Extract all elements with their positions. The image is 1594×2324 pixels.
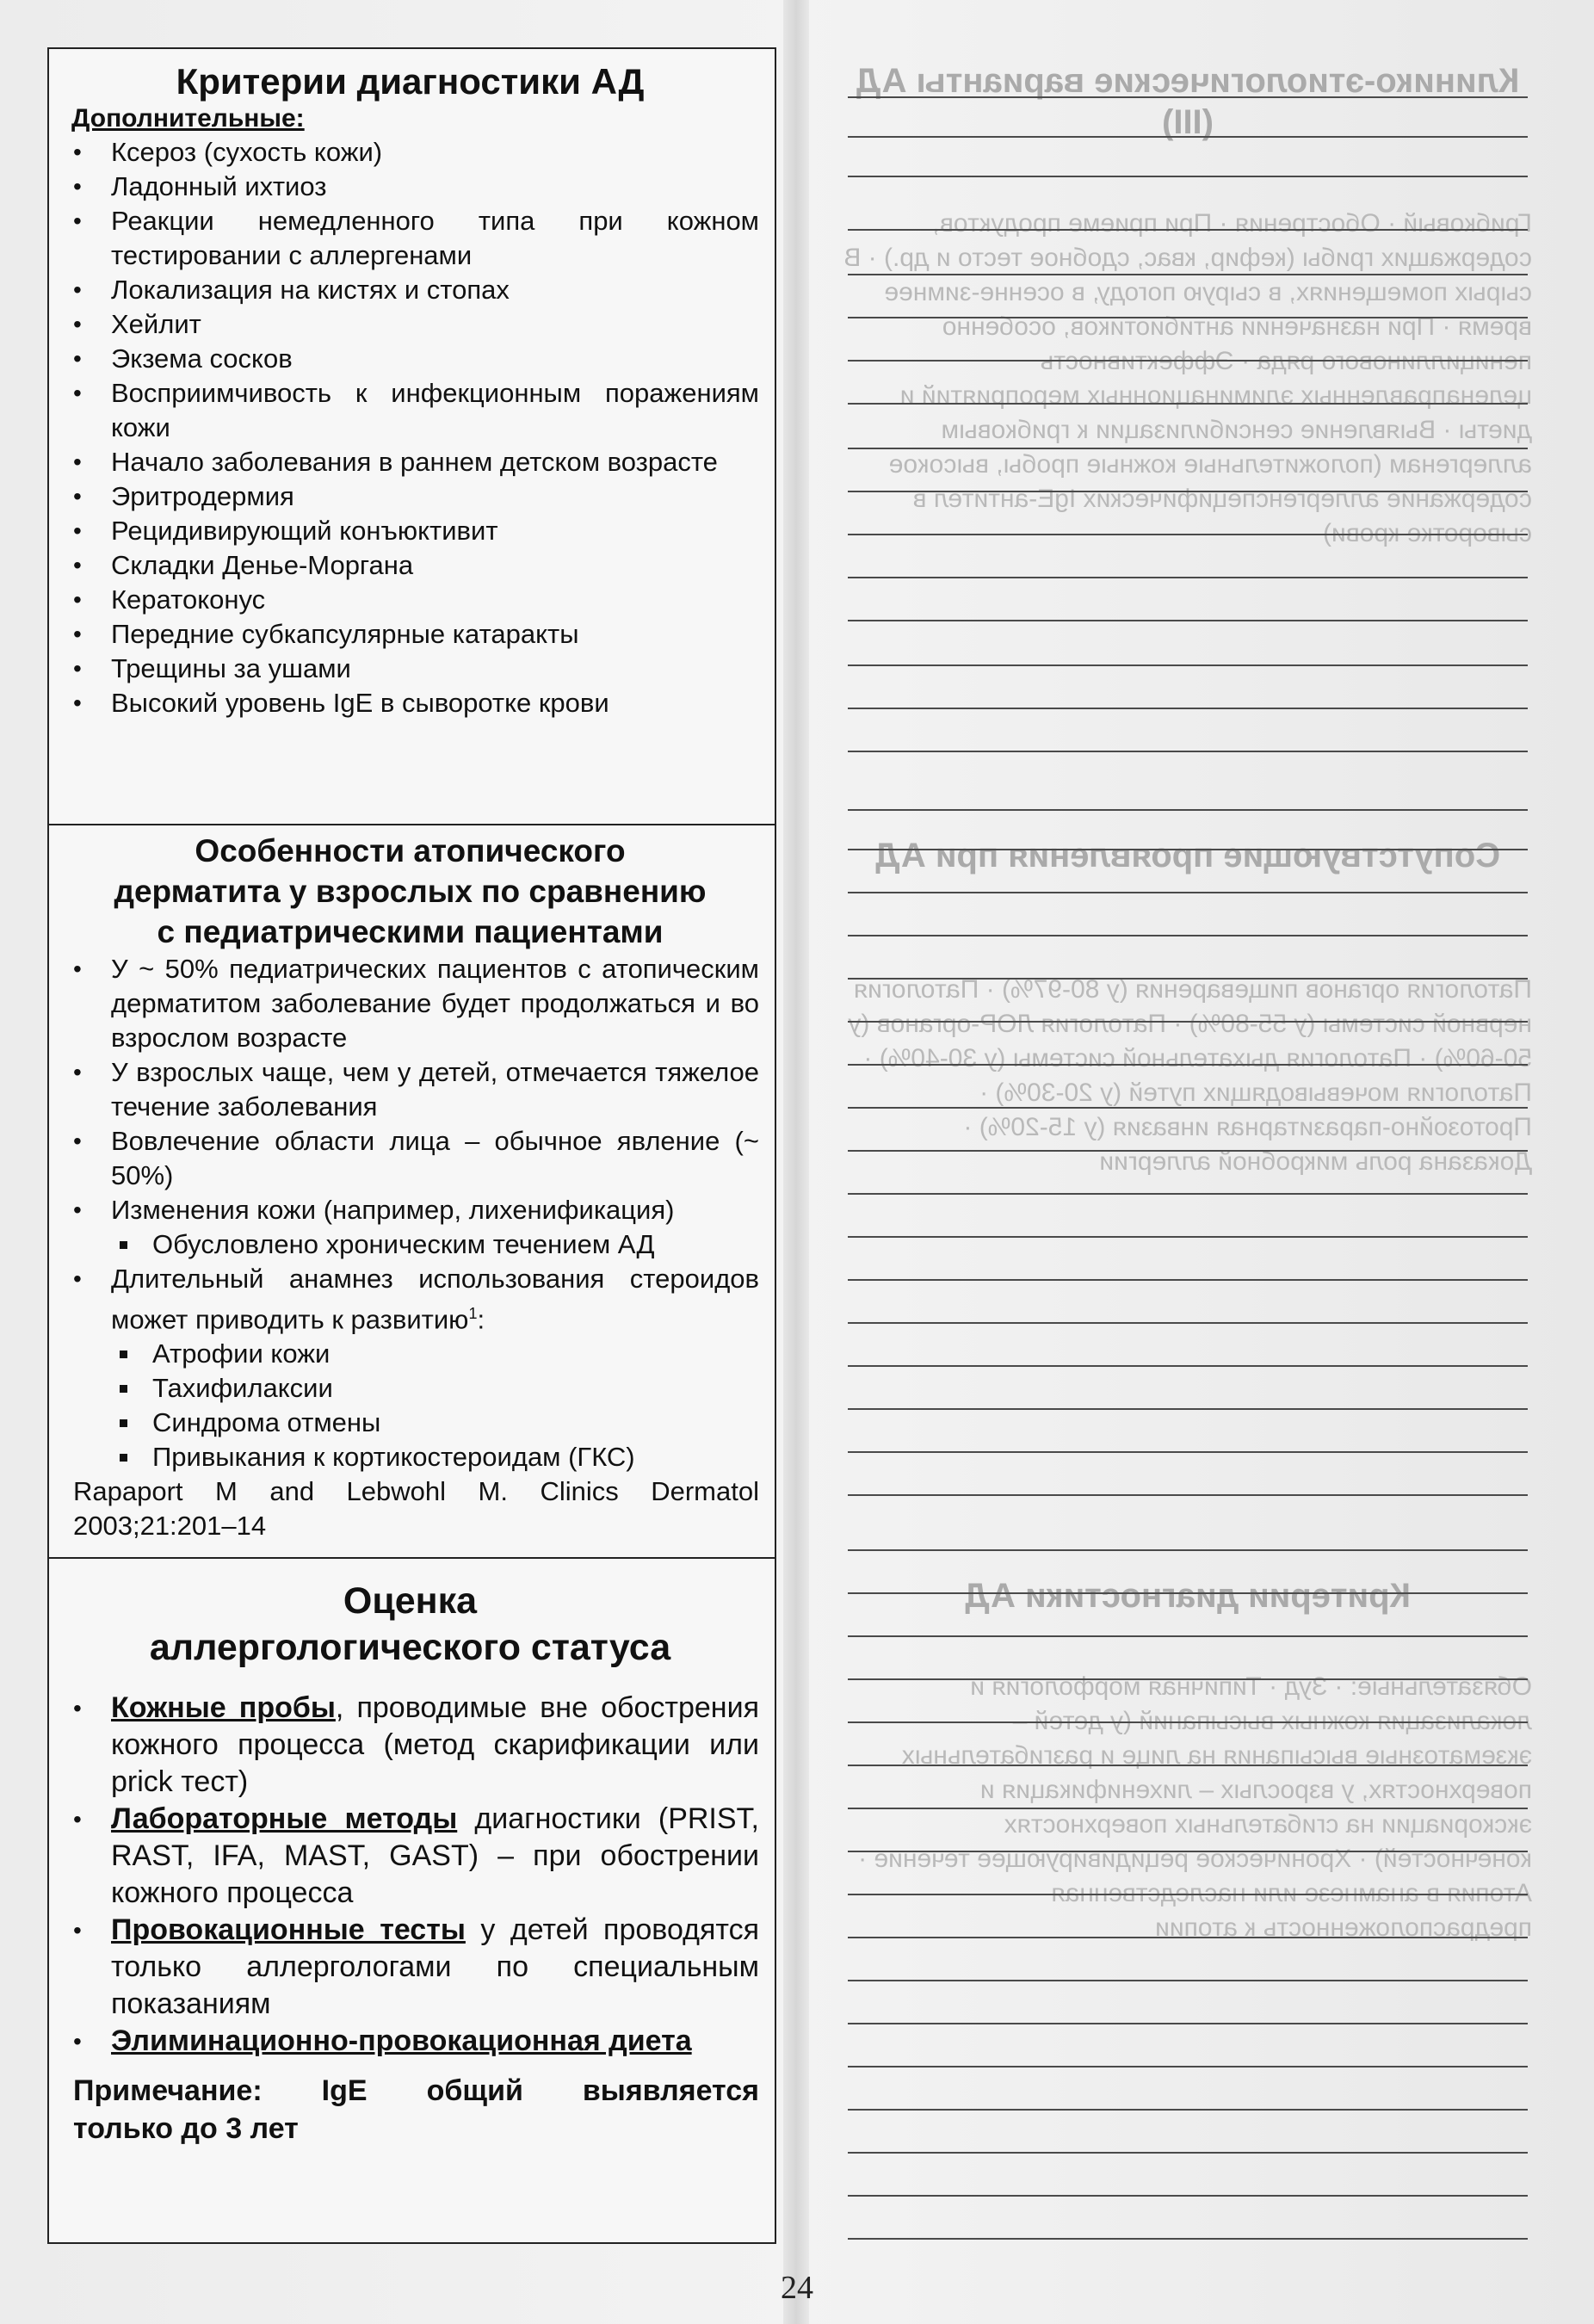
- list-item: • Изменения кожи (например, лихенификация): [61, 1193, 759, 1227]
- item-bold: Провокационные тесты: [111, 1913, 466, 1946]
- assessment-list: [61, 1690, 759, 2060]
- footnote-mark: 1: [468, 1305, 478, 1322]
- bleed-through-text: Патология органов пищеварения (у 80-97%) · Патология нервной системы (у 55-80%) · Патология ЛОР-органов (у 50-60%) · Патология дыхательной системы (у 30-40%) · Патология мочевыводящих путей (у 20-30%) · Протозойно-паразитарная инвазия (у 15-20%) · Доказана роль микробной аллергии: [848, 975, 1532, 1176]
- list-item: [61, 1690, 759, 1801]
- note-word: IgE: [321, 2074, 368, 2107]
- note-word: выявляется: [582, 2074, 759, 2107]
- note: [73, 2072, 759, 2148]
- note-word: Примечание:: [73, 2074, 263, 2107]
- title-line: Особенности атопического: [195, 833, 626, 868]
- title-line: с педиатрическими пациентами: [157, 914, 664, 949]
- section-title: Критерии диагностики АД: [176, 61, 645, 102]
- title-line: Оценка: [343, 1580, 478, 1622]
- slide-diagnostic-criteria: [49, 61, 775, 819]
- list-item: • У ~ 50% педиатрических пациентов с атопическим дерматитом заболевание будет продолжаться и во взрослом возрасте: [61, 952, 759, 1055]
- list-item: • Восприимчивость к инфекционным поражениям кожи: [61, 376, 759, 445]
- list-item: [61, 1801, 759, 1912]
- features-list: [61, 952, 759, 1227]
- note-line: только до 3 лет: [73, 2112, 299, 2145]
- divider: [49, 824, 775, 825]
- list-item: [61, 1262, 759, 1337]
- list-item: • Реакции немедленного типа при кожном тестировании с аллергенами: [61, 204, 759, 273]
- item-bold: Кожные пробы: [111, 1691, 336, 1724]
- bleed-through-text: Обязательные: · Зуд · Типичная морфология и локализация кожных высыпаний (у детей – экзематозные высыпания на лице и разгибательных поверхностях, у взрослых – лихенификация и экскориации на сгибательных поверхностях конечностей) · Хроническое рецидивирующее течение · Атопия в анамнезе или наследственная предрасположенность к атопии: [858, 1672, 1532, 1942]
- list-item: • Рецидивирующий конъюктивит: [61, 514, 759, 548]
- list-item: • Хейлит: [61, 307, 759, 342]
- title-line: дерматита у взрослых по сравнению: [114, 874, 707, 909]
- bleed-through-text: Грибковый · Обострения · При приеме продуктов, содержащих грибы (кефир, квас, сдобное тесто и др.) · В сырых помещениях, в сырую погоду, в осенне-зимнее время · При назначении антибиотиков, особенно пенициллинового ряда · Эффективность целенаправленных элиминационных мероприятий и диеты · Выявление сенсибилизации к грибковым аллергенам (положительные кожные пробы, высокое содержание аллергенспецифических IgE-антител в сыворотке крови): [843, 209, 1532, 547]
- item-text: Длительный анамнез использования стероидов может приводить к развитию: [111, 1264, 759, 1335]
- slides-panel: [47, 47, 776, 2244]
- sub-list-item: Атрофии кожи: [61, 1337, 759, 1371]
- note-word: общий: [426, 2074, 523, 2107]
- notes-panel: [826, 34, 1549, 2247]
- item-rest: , проводимые вне обострения кожного процесса (метод скарификации или prick тест): [111, 1691, 759, 1798]
- bleed-through-text: Клинико-этиологические варианты АД (III): [856, 62, 1520, 141]
- item-bold: Элиминационно-провокационная диета: [111, 2024, 692, 2057]
- divider: [49, 1557, 775, 1559]
- bleed-through-text: Критерии диагностики АД: [965, 1577, 1411, 1615]
- note-line: [73, 2072, 759, 2110]
- list-item: • Кератоконус: [61, 583, 759, 617]
- list-item: • Передние субкапсулярные катаракты: [61, 617, 759, 652]
- item-rest: у детей проводятся только аллергологами по специальным показаниям: [111, 1913, 759, 2020]
- list-item: • У взрослых чаще, чем у детей, отмечается тяжелое течение заболевания: [61, 1055, 759, 1124]
- item-colon: :: [477, 1304, 485, 1335]
- sub-list: [61, 1227, 759, 1262]
- page-number: 24: [781, 2270, 813, 2306]
- list-item: • Начало заболевания в раннем детском возрасте: [61, 445, 759, 479]
- bleed-through-text: Сопутствующие проявления при АД: [874, 837, 1501, 875]
- subheading-additional: Дополнительные:: [71, 104, 305, 133]
- sub-list-item: Привыкания к кортикостероидам (ГКС): [61, 1440, 759, 1474]
- list-item: [61, 2023, 759, 2060]
- list-item: • Локализация на кистях и стопах: [61, 273, 759, 307]
- title-line: аллергологического статуса: [149, 1627, 671, 1668]
- slide-allergy-status: [49, 1564, 775, 2235]
- reference: Rapaport M and Lebwohl M. Clinics Dermatol 2003;21:201–14: [73, 1476, 759, 1542]
- list-item: • Высокий уровень IgE в сыворотке крови: [61, 686, 759, 720]
- item-bold: Лабораторные методы: [111, 1802, 458, 1835]
- list-item: • Ладонный ихтиоз: [61, 170, 759, 204]
- list-item: • Экзема сосков: [61, 342, 759, 376]
- item-rest: диагностики (PRIST, RAST, IFA, MAST, GAST) – при обострении кожного процесса: [111, 1802, 759, 1909]
- list-item: • Вовлечение области лица – обычное явление (~ 50%): [61, 1124, 759, 1193]
- slide-adult-features: [49, 831, 775, 1552]
- sub-list-item: Обусловлено хроническим течением АД: [61, 1227, 759, 1262]
- book-fold: [783, 0, 809, 2324]
- sub-list-item: Синдрома отмены: [61, 1406, 759, 1440]
- list-item: [61, 1912, 759, 2023]
- list-item: • Складки Денье-Моргана: [61, 548, 759, 583]
- section-title: [61, 1578, 759, 1671]
- section-title: [61, 831, 759, 952]
- sub-list: [61, 1337, 759, 1474]
- list-item: • Ксероз (сухость кожи): [61, 135, 759, 170]
- criteria-list: [61, 135, 759, 720]
- sub-list-item: Тахифилаксии: [61, 1371, 759, 1406]
- list-item: • Трещины за ушами: [61, 652, 759, 686]
- list-item: • Эритродермия: [61, 479, 759, 514]
- features-list: [61, 1262, 759, 1337]
